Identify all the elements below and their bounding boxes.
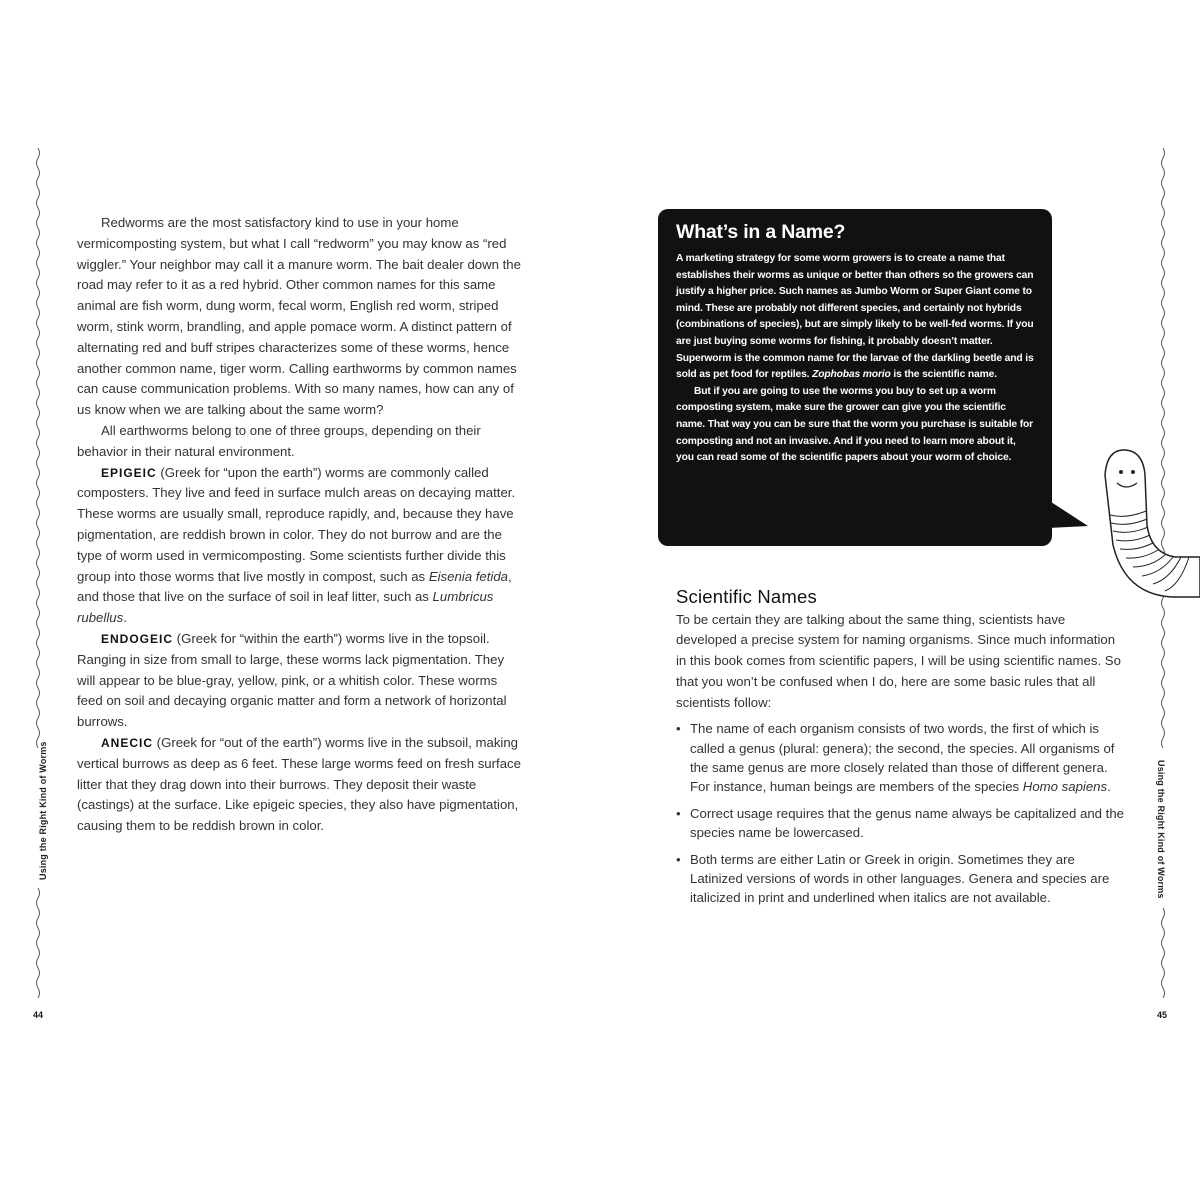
worm-eye-left	[1119, 470, 1123, 474]
list-item	[676, 850, 1126, 908]
list-item	[676, 804, 1126, 843]
list-item	[676, 719, 1126, 797]
sidebar-p1-text-a: A marketing strategy for some worm growers is to create a name that establishes their worms as unique or better than others so the growers can justify a higher price. Such names as Jumbo Worm or Super Giant come to mind. These are probably not different species, and certainly not hybrids (combinations of species), but are simply likely to be well-fed worms. If you are just buying some worms for fishing, it probably doesn’t matter. Superworm is the common name for the larvae of the darkling beetle and is sold as pet food for reptiles.	[676, 253, 1034, 381]
sidebar-p1-text-b: is the scientific name.	[890, 369, 997, 381]
species-eisenia-fetida: Eisenia fetida	[428, 568, 509, 584]
term-epigeic: EPIGEIC	[101, 465, 157, 480]
paragraph-redworms: Redworms are the most satisfactory kind to use in your home vermicomposting system, but what I call “redworm” you may know as “red wiggler.” Your neighbor may call it a manure worm. The bait dealer down the road may refer to it as a red hybrid. Other common names for this same animal are fish worm, dung worm, fecal worm, English red worm, striped worm, stink worm, brandling, and apple pomace worm. A distinct pattern of alternating red and buff stripes characterizes some of these worms, hence another common name, tiger worm. Calling earthworms by common names can cause communication problems. With so many names, how can any of us know when we are talking about the same worm?	[77, 215, 521, 418]
epigeic-text-c: .	[123, 610, 127, 626]
sidebar-paragraph-1	[676, 251, 1034, 384]
rule-1-text-b: .	[1107, 779, 1111, 795]
running-head-left: Using the Right Kind of Worms	[38, 741, 48, 880]
rules-list	[676, 719, 1126, 908]
endogeic-text: (Greek for “within the earth”) worms live in the topsoil. Ranging in size from small to large, these worms lack pigmentation. They will appear to be blue-gray, yellow, pink, or a whitish color. These worms feed on soil and decaying organic matter and form a network of horizontal burrows.	[77, 630, 507, 730]
rule-3-text: Both terms are either Latin or Greek in origin. Sometimes they are Latinized versions of words in other languages. Genera and species are italicized in print and underlined when italics are not available.	[690, 851, 1110, 906]
running-head-right: Using the Right Kind of Worms	[1156, 760, 1166, 899]
sidebar-title: What’s in a Name?	[676, 221, 846, 243]
page-number-right: 45	[1157, 1010, 1168, 1020]
paragraph-three-groups: All earthworms belong to one of three groups, depending on their behavior in their natural environment.	[77, 422, 481, 459]
paragraph-scientific-intro: To be certain they are talking about the same thing, scientists have developed a precise system for naming organisms. Since much information in this book comes from scientific papers, I will be using scientific names. So that you won’t be confused when I do, here are some basic rules that all scientists follow:	[676, 611, 1121, 710]
paragraph-anecic	[77, 733, 525, 837]
rule-1-text-a: The name of each organism consists of two words, the first of which is called a genus (plural: genera); the second, the species. All organisms of the same genus are more closely related than those of different genera. For instance, human beings are members of the species	[690, 721, 1115, 795]
term-anecic: ANECIC	[101, 735, 154, 750]
species-homo-sapiens: Homo sapiens	[1022, 779, 1108, 795]
page-number-left: 44	[33, 1010, 44, 1020]
sidebar-paragraph-2: But if you are going to use the worms you buy to set up a worm composting system, make sure the grower can give you the scientific name. That way you can be sure that the worm you purchase is suitable for composting and not an invasive. And if you need to learn more about it, you can read some of the scientific papers about your worm of choice.	[676, 385, 1033, 464]
rule-2-text: Correct usage requires that the genus name always be capitalized and the species name be lowercased.	[690, 805, 1124, 841]
bullet-icon: •	[676, 721, 681, 737]
left-page-body	[77, 213, 525, 837]
section-heading-scientific-names: Scientific Names	[676, 586, 817, 607]
bullet-icon: •	[676, 851, 681, 867]
sidebar-box	[658, 209, 1052, 546]
species-zophobas-morio: Zophobas morio	[812, 369, 891, 381]
epigeic-text-b: , and those that live on the surface of soil in leaf litter, such as	[77, 568, 512, 605]
epigeic-text-a: (Greek for “upon the earth”) worms are commonly called composters. They live and feed in surface mulch areas on decaying matter. These worms are usually small, reproduce rapidly, and, because they have pigmentation, are reddish brown in color. They do not burrow and are the type of worm used in vermicomposting. Some scientists further divide this group into those worms that live mostly in compost, such as	[77, 464, 516, 584]
paragraph-endogeic	[77, 629, 525, 733]
worm-illustration	[1095, 445, 1200, 605]
anecic-text: (Greek for “out of the earth”) worms live in the subsoil, making vertical burrows as deep as 6 feet. These large worms feed on fresh surface litter that they drag down into their burrows. They deposit their waste (castings) at the surface. Like epigeic species, they also have pigmentation, causing them to be reddish brown in color.	[77, 734, 521, 834]
species-lumbricus-rubellus: Lumbricus rubellus	[77, 589, 494, 626]
worm-eye-right	[1131, 470, 1135, 474]
term-endogeic: ENDOGEIC	[101, 631, 174, 646]
bullet-icon: •	[676, 805, 681, 821]
paragraph-epigeic	[77, 463, 525, 629]
right-page-body	[676, 587, 1126, 915]
speech-bubble-tail	[1048, 500, 1088, 530]
